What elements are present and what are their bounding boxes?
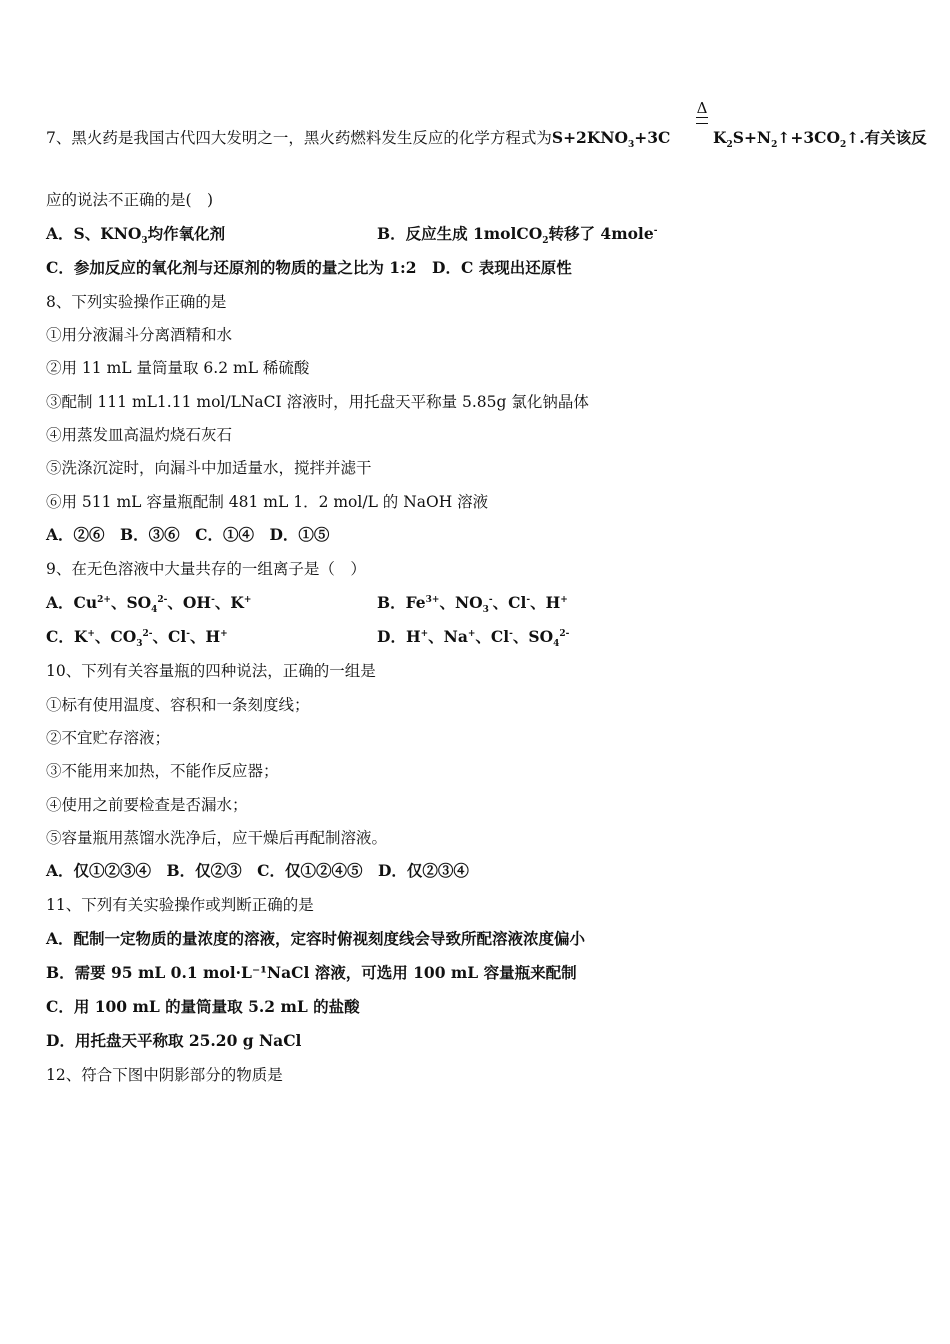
q11-option-c: C．用 100 mL 的量筒量取 5.2 mL 的盐酸: [46, 997, 360, 1016]
q10-item-2: ②不宜贮存溶液；: [46, 729, 171, 747]
q11-option-a: A．配制一定物质的量浓度的溶液，定容时俯视刻度线会导致所配溶液浓度偏小: [46, 929, 586, 948]
q8-item-1: ①用分液漏斗分离酒精和水: [46, 326, 233, 344]
q10-options: A．仅①②③④ B．仅②③ C．仅①②④⑤ D．仅②③④: [46, 861, 469, 880]
equation-double-bar: [696, 117, 708, 124]
q8-item-4: ④用蒸发皿高温灼烧石灰石: [46, 426, 233, 444]
q7-option-b: B．反应生成 1molCO$_2$转移了 4mole-: [377, 224, 658, 247]
q7-option-a: A．S、$KNO_3$均作氧化剂: [46, 224, 226, 247]
q7-stem-prefix: 7、黑火药是我国古代四大发明之一，黑火药燃料发生反应的化学方程式为: [46, 129, 552, 147]
delta-symbol: Δ: [696, 99, 708, 117]
q9-option-c: C．K+、$CO_3^{2-}$、Cl-、H+: [46, 627, 228, 650]
q7-equation-products: $K_2S+N_2↑+3CO_2↑$.有关该反: [713, 128, 927, 151]
q8-item-6: ⑥用 511 mL 容量瓶配制 481 mL 1．2 mol/L 的 NaOH 溶液: [46, 493, 489, 511]
q7-stem-cont: 应的说法不正确的是( ): [46, 191, 214, 209]
q10-stem: 10、下列有关容量瓶的四种说法，正确的一组是: [46, 662, 376, 680]
reaction-condition-heat: [696, 100, 708, 124]
q8-item-5: ⑤洗涤沉淀时，向漏斗中加适量水，搅拌并滤干: [46, 459, 372, 477]
q7-options-cd: C．参加反应的氧化剂与还原剂的物质的量之比为 1:2 D．C 表现出还原性: [46, 258, 572, 277]
q9-options-ab: [46, 593, 568, 616]
q9-stem: 9、在无色溶液中大量共存的一组离子是（ ）: [46, 560, 366, 578]
q9-option-b: B．$Fe^{3+}$、$NO_3^-$、Cl-、H+: [377, 593, 568, 616]
q8-stem: 8、下列实验操作正确的是: [46, 293, 227, 311]
q8-item-3: ③配制 111 mL1.11 mol/LNaCI 溶液时，用托盘天平称量 5.85g 氯化钠晶体: [46, 393, 589, 411]
q7-equation-reactants: $S+2KNO_3+3C$: [551, 128, 671, 151]
q10-item-3: ③不能用来加热，不能作反应器；: [46, 762, 279, 780]
q8-options: A．②⑥ B．③⑥ C．①④ D．①⑤: [46, 525, 330, 544]
q9-option-d: D．H+、Na+、Cl-、$SO_4^{2-}$: [377, 627, 570, 650]
q9-option-a: A．$Cu^{2+}$、$SO_4^{2-}$、OH-、K+: [46, 593, 252, 616]
q11-option-d: D．用托盘天平称取 25.20 g NaCl: [46, 1031, 302, 1050]
q11-option-b: B．需要 95 mL 0.1 mol·L⁻¹NaCl 溶液，可选用 100 mL 容量瓶来配制: [46, 963, 577, 982]
q8-item-2: ②用 11 mL 量筒量取 6.2 mL 稀硫酸: [46, 359, 310, 377]
q7-stem-line: [46, 128, 927, 151]
q10-item-4: ④使用之前要检查是否漏水；: [46, 796, 248, 814]
q10-item-5: ⑤容量瓶用蒸馏水洗净后，应干燥后再配制溶液。: [46, 829, 388, 847]
q7-options-ab: [46, 224, 658, 247]
q12-stem: 12、符合下图中阴影部分的物质是: [46, 1066, 283, 1084]
q11-stem: 11、下列有关实验操作或判断正确的是: [46, 896, 314, 914]
q10-item-1: ①标有使用温度、容积和一条刻度线；: [46, 696, 310, 714]
q9-options-cd: [46, 627, 570, 650]
